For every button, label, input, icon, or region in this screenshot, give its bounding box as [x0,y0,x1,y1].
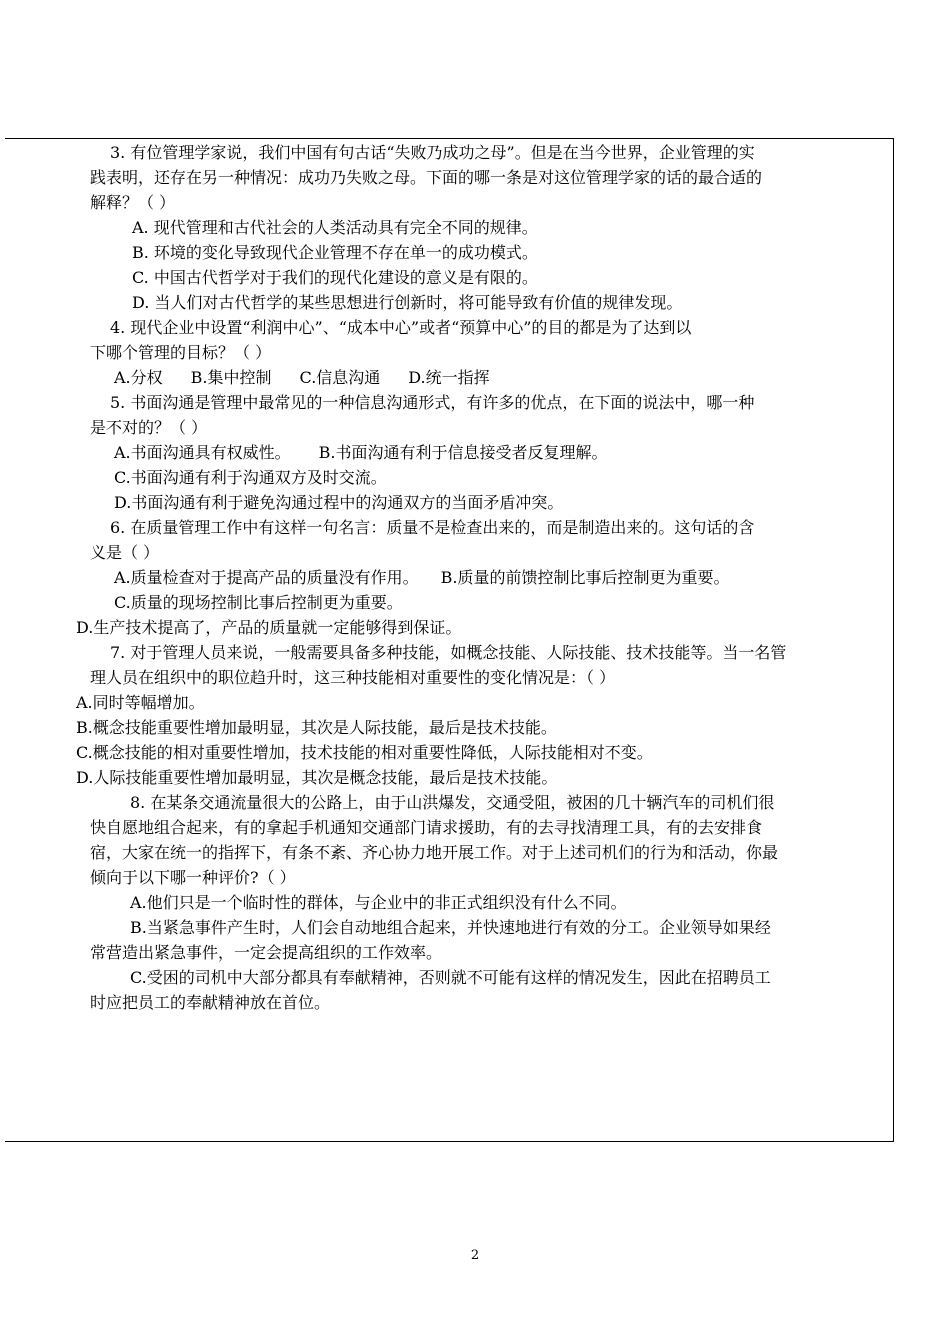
option-c: C.概念技能的相对重要性增加，技术技能的相对重要性降低，人际技能相对不变。 [76,743,653,762]
option-a: A.书面沟通具有权威性。 [114,443,291,462]
question-text: 解释？（ ） [90,193,176,212]
option-b: B.概念技能重要性增加最明显，其次是人际技能，最后是技术技能。 [76,718,557,737]
option-a: A.同时等幅增加。 [76,693,205,712]
option-d: D.生产技术提高了，产品的质量就一定能够得到保证。 [76,618,462,637]
question-text: 5. 书面沟通是管理中最常见的一种信息沟通形式，有许多的优点，在下面的说法中，哪一种 [110,393,755,412]
question-5 [76,390,888,515]
question-text: 下哪个管理的目标？（ ） [90,343,272,362]
question-list [76,140,888,1015]
option-a: A.他们只是一个临时性的群体，与企业中的非正式组织没有什么不同。 [130,893,627,912]
question-text: 3. 有位管理学家说，我们中国有句古话“失败乃成功之母”。但是在当今世界，企业管理的实 [110,143,755,162]
question-text: 践表明，还存在另一种情况：成功乃失败之母。下面的哪一条是对这位管理学家的话的最合适的 [90,168,763,187]
option-b-continued: 常营造出紧急事件，一定会提高组织的工作效率。 [90,943,443,962]
question-text: 义是（ ） [90,543,160,562]
question-text: 宿，大家在统一的指挥下，有条不紊、齐心协力地开展工作。对于上述司机们的行为和活动，你最 [90,843,779,862]
option-c: C.受困的司机中大部分都具有奉献精神，否则就不可能有这样的情况发生，因此在招聘员工 [130,968,771,987]
question-8 [76,790,888,1015]
option-c-continued: 时应把员工的奉献精神放在首位。 [90,993,331,1012]
option-d: D. 当人们对古代哲学的某些思想进行创新时，将可能导致有价值的规律发现。 [132,293,683,312]
option-row [76,440,888,465]
option-c: C.信息沟通 [299,368,381,387]
option-a: A. 现代管理和古代社会的人类活动具有完全不同的规律。 [132,218,538,237]
option-row [76,565,888,590]
question-7 [76,640,888,790]
question-text: 理人员在组织中的职位趋升时，这三种技能相对重要性的变化情况是：（ ） [90,668,616,687]
option-c: C. 中国古代哲学对于我们的现代化建设的意义是有限的。 [132,268,538,287]
option-d: D.书面沟通有利于避免沟通过程中的沟通双方的当面矛盾冲突。 [114,493,564,512]
question-text: 7. 对于管理人员来说，一般需要具备多种技能，如概念技能、人际技能、技术技能等。当一名管 [110,643,787,662]
question-text: 6. 在质量管理工作中有这样一句名言：质量不是检查出来的，而是制造出来的。这句话的含 [110,518,755,537]
option-b: B.集中控制 [190,368,272,387]
option-b: B.书面沟通有利于信息接受者反复理解。 [318,443,608,462]
question-3 [76,140,888,315]
option-d: D.人际技能重要性增加最明显，其次是概念技能，最后是技术技能。 [76,768,558,787]
question-text: 8. 在某条交通流量很大的公路上，由于山洪爆发，交通受阻，被困的几十辆汽车的司机们很 [130,793,775,812]
option-a: A.分权 [114,368,163,387]
option-b: B.当紧急事件产生时，人们会自动地组合起来，并快速地进行有效的分工。企业领导如果经 [130,918,771,937]
page-number: 2 [470,1248,480,1263]
option-row [76,365,888,390]
question-4 [76,315,888,390]
option-b: B.质量的前馈控制比事后控制更为重要。 [440,568,730,587]
question-text: 是不对的？（ ） [90,418,208,437]
option-d: D.统一指挥 [408,368,490,387]
option-b: B. 环境的变化导致现代企业管理不存在单一的成功模式。 [132,243,538,262]
question-text: 快自愿地组合起来，有的拿起手机通知交通部门请求援助，有的去寻找清理工具，有的去安排食 [90,818,763,837]
option-a: A.质量检查对于提高产品的质量没有作用。 [114,568,419,587]
question-text: 倾向于以下哪一种评价?（ ） [90,868,296,887]
question-text: 4. 现代企业中设置“利润中心”、“成本中心”或者“预算中心”的目的都是为了达到以 [110,318,692,337]
option-c: C.质量的现场控制比事后控制更为重要。 [114,593,403,612]
question-6 [76,515,888,640]
option-c: C.书面沟通有利于沟通双方及时交流。 [114,468,387,487]
